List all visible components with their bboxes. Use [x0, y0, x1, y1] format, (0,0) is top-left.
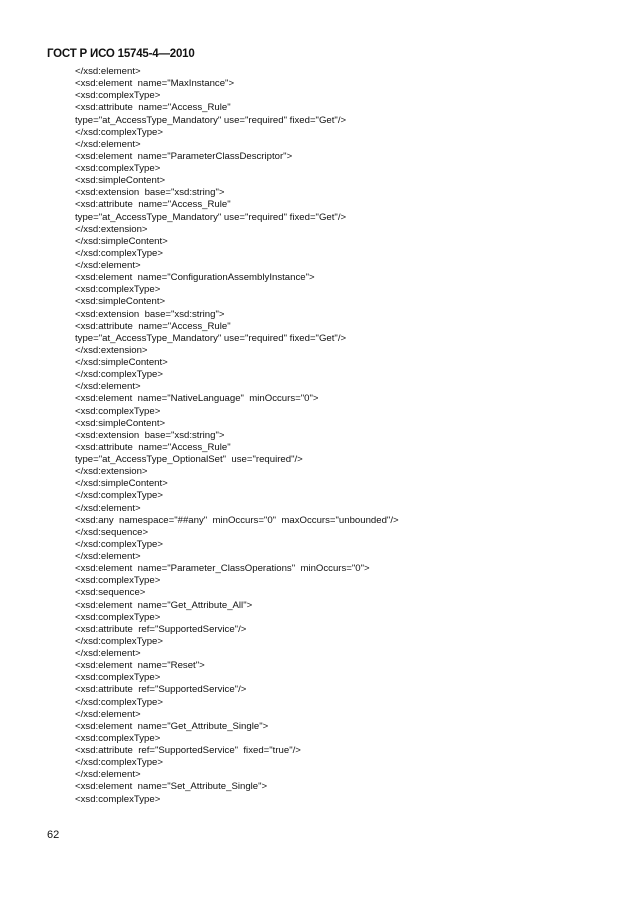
code-line: <xsd:complexType>: [75, 672, 161, 684]
code-line: </xsd:element>: [75, 502, 141, 514]
code-line: <xsd:element name="ConfigurationAssemblyInstance">: [75, 272, 315, 284]
code-line: <xsd:simpleContent>: [75, 175, 166, 187]
code-line: <xsd:element name="Set_Attribute_Single">: [75, 781, 268, 793]
code-line: <xsd:element name="ParameterClassDescriptor">: [75, 150, 293, 162]
code-line: </xsd:element>: [75, 551, 141, 562]
code-line: </xsd:element>: [75, 648, 141, 659]
code-line: <xsd:element name="Parameter_ClassOperations" minOccurs="0">: [75, 563, 370, 575]
code-line: </xsd:extension>: [75, 466, 148, 478]
code-line: </xsd:complexType>: [75, 369, 163, 381]
code-line: <xsd:simpleContent>: [75, 417, 166, 429]
document-header: ГОСТ Р ИСО 15745-4—2010: [47, 48, 195, 60]
code-line: <xsd:complexType>: [75, 163, 161, 174]
code-line: </xsd:complexType>: [75, 635, 163, 647]
code-line: <xsd:any namespace="##any" minOccurs="0" maxOccurs="unbounded"/>: [75, 514, 399, 526]
code-line: <xsd:complexType>: [75, 90, 161, 102]
code-line: </xsd:element>: [75, 769, 141, 781]
code-line: </xsd:complexType>: [75, 490, 163, 502]
code-line: <xsd:simpleContent>: [75, 296, 166, 308]
code-line: </xsd:extension>: [75, 344, 148, 356]
code-line: </xsd:simpleContent>: [75, 357, 168, 368]
code-line: </xsd:complexType>: [75, 247, 163, 259]
code-line: </xsd:complexType>: [75, 126, 163, 138]
code-line: <xsd:attribute ref="SupportedService"/>: [75, 623, 247, 635]
code-line: </xsd:element>: [75, 66, 141, 77]
code-line: <xsd:element name="MaxInstance">: [75, 78, 235, 90]
code-line: <xsd:attribute name="Access_Rule": [75, 320, 231, 332]
code-line: <xsd:complexType>: [75, 611, 161, 623]
code-line: <xsd:attribute name="Access_Rule": [75, 199, 231, 211]
code-line: <xsd:complexType>: [75, 732, 161, 744]
xml-schema-listing: [75, 66, 399, 806]
code-line: <xsd:element name="Reset">: [75, 660, 205, 672]
code-line: <xsd:element name="Get_Attribute_All">: [75, 599, 253, 611]
code-line: <xsd:attribute name="Access_Rule": [75, 441, 231, 453]
code-line: type="at_AccessType_Mandatory" use="required" fixed="Get"/>: [75, 332, 347, 344]
code-line: type="at_AccessType_Mandatory" use="required" fixed="Get"/>: [75, 211, 347, 223]
code-line: </xsd:element>: [75, 260, 141, 271]
code-line: </xsd:sequence>: [75, 526, 149, 538]
code-line: <xsd:attribute name="Access_Rule": [75, 102, 231, 114]
code-line: <xsd:element name="NativeLanguage" minOccurs="0">: [75, 393, 319, 405]
code-line: <xsd:extension base="xsd:string">: [75, 429, 225, 441]
code-line: </xsd:extension>: [75, 223, 148, 235]
code-line: <xsd:attribute ref="SupportedService" fixed="true"/>: [75, 745, 301, 756]
code-line: </xsd:simpleContent>: [75, 478, 168, 490]
code-line: <xsd:complexType>: [75, 405, 161, 417]
code-line: type="at_AccessType_OptionalSet" use="required"/>: [75, 454, 303, 465]
code-line: <xsd:attribute ref="SupportedService"/>: [75, 684, 247, 696]
code-line: <xsd:complexType>: [75, 793, 161, 805]
code-line: </xsd:element>: [75, 138, 141, 150]
code-line: <xsd:extension base="xsd:string">: [75, 308, 225, 320]
code-line: <xsd:complexType>: [75, 284, 161, 296]
code-line: </xsd:element>: [75, 381, 141, 393]
code-line: <xsd:sequence>: [75, 587, 146, 599]
code-line: </xsd:complexType>: [75, 696, 163, 708]
code-line: <xsd:extension base="xsd:string">: [75, 187, 225, 199]
code-line: <xsd:complexType>: [75, 575, 161, 587]
code-line: </xsd:simpleContent>: [75, 235, 168, 247]
page-number: 62: [47, 829, 60, 841]
code-line: </xsd:complexType>: [75, 538, 163, 550]
code-line: <xsd:element name="Get_Attribute_Single">: [75, 720, 269, 732]
code-line: </xsd:complexType>: [75, 757, 163, 769]
code-line: </xsd:element>: [75, 708, 141, 720]
code-line: type="at_AccessType_Mandatory" use="required" fixed="Get"/>: [75, 114, 347, 126]
